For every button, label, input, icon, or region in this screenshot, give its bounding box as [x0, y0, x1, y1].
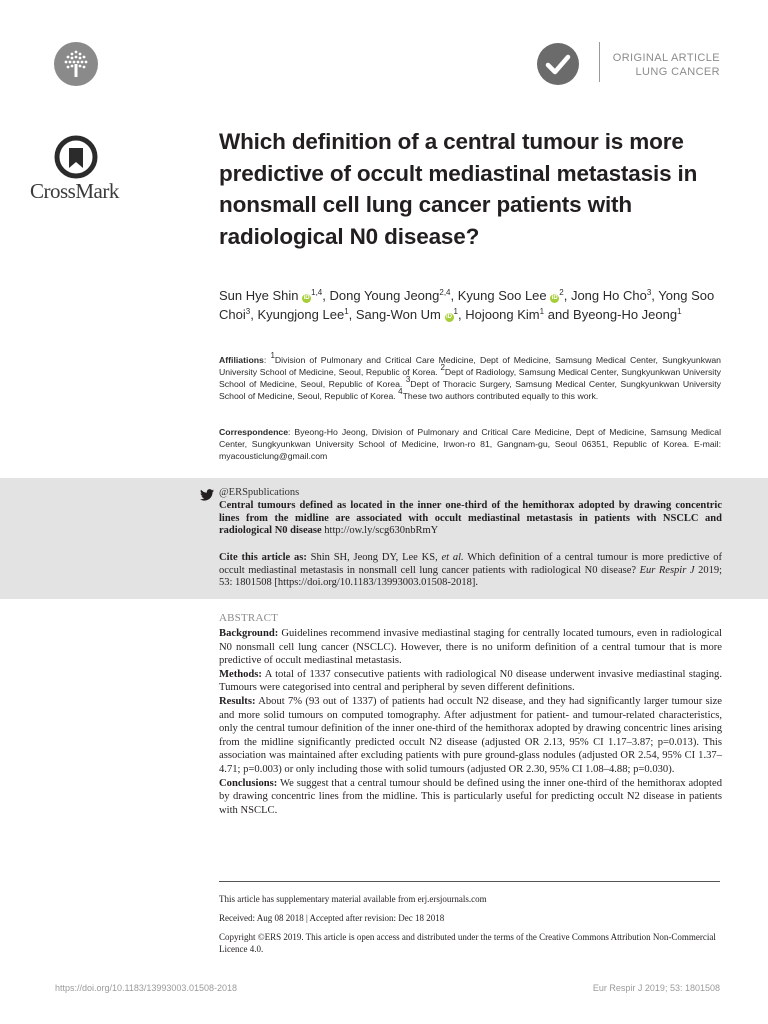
conclusions-label: Conclusions:: [219, 777, 278, 789]
orcid-icon[interactable]: iD: [303, 295, 310, 301]
supplementary-note: This article has supplementary material available from erj.ersjournals.com: [219, 894, 487, 904]
cite-text: Which definition of a central tumour is more predictive of occult mediastinal metastasis in nonsmall cell lung cancer patients with radiological N0 disease?: [219, 552, 722, 576]
affiliation-2: Dept of Radiology, Samsung Medical Center, Sungkyunkwan University School of Medicine, Seoul, Republic of Korea.: [219, 367, 721, 389]
affiliation-4: These two authors contributed equally to this work.: [402, 391, 599, 401]
correspondence-text: : Byeong-Ho Jeong, Division of Pulmonary and Critical Care Medicine, Dept of Medicine, Samsung Medical Center, Sungkyunkwan University School of Medicine, Irwon-ro 81, Gangnam-gu, Seoul 06351, Republic of Korea. E-mail: myacousticlung@gmail.com: [219, 427, 721, 461]
crossmark-logo[interactable]: [30, 135, 126, 204]
copyright-note: Copyright ©ERS 2019. This article is open access and distributed under the terms of the Creative Commons Attribution Non-Commercial Licence 4.0.: [219, 932, 716, 954]
author-conjunction: and: [547, 306, 574, 322]
abstract-body: [219, 627, 722, 817]
author-list: Sun Hye Shin iD$^{1,4}$, Dong Young Jeong$^{2,4}$, Kyung Soo Lee $iD^2$, Jong Ho Cho$^3$, Yong Soo Choi$^3$, Kyungjong Lee$^1$, Sang-Won Um $iD^1$, Hojoong Kim$^1$ and Byeong-Ho Jeong$^1$: [219, 288, 715, 322]
orcid-icon[interactable]: iD: [551, 295, 558, 301]
background-label: Background:: [219, 628, 279, 639]
abstract-methods: [219, 668, 722, 695]
footer-citation: Eur Respir J 2019; 53: 1801508: [592, 983, 720, 993]
author: [458, 288, 564, 303]
article-subject-label: LUNG CANCER: [635, 66, 720, 78]
author: [219, 288, 322, 303]
author-name: Kyung Soo Lee: [457, 288, 547, 303]
methods-label: Methods:: [219, 668, 262, 680]
author: [571, 288, 651, 303]
cite-etal: et al.: [441, 552, 464, 563]
author-affiliation-sup: 3: [646, 288, 652, 297]
cite-this-article: [219, 552, 722, 590]
author-name: Yong Soo Choi: [219, 288, 715, 322]
tweet-handle[interactable]: @ERSpublications: [219, 487, 300, 498]
author-affiliation-sup: 2: [559, 288, 564, 297]
author-name: Sang-Won Um: [355, 306, 441, 322]
header-divider: [599, 42, 600, 82]
author: [465, 307, 544, 322]
article-title: Which definition of a central tumour is more predictive of occult mediastinal metastasis in nonsmall cell lung cancer patients with radiological N0 disease?: [219, 129, 698, 249]
background-text: Guidelines recommend invasive mediastinal staging for centrally located tumours, even in radiological N0 nonsmall cell lung cancer (NSCLC). However, there is no uniform definition of a central tumour that is more predictive of occult mediastinal metastasis.: [219, 628, 722, 667]
conclusions-text: We suggest that a central tumour should be defined using the inner one-third of the hemithorax adopted by drawing concentric lines from the midline. This is particularly useful for predicting occult N2 disease in patients with NSCLC.: [219, 777, 722, 816]
author-affiliation-sup: 1,4: [311, 288, 323, 297]
author-affiliation-sup: 3: [245, 306, 251, 316]
abstract-conclusions: [219, 777, 722, 818]
check-badge-icon: [537, 43, 579, 85]
cite-authors: Shin SH, Jeong DY, Lee KS,: [306, 552, 442, 563]
author-name: Jong Ho Cho: [570, 288, 647, 303]
affiliation-3: Dept of Thoracic Surgery, Samsung Medical Center, Sungkyunkwan University School of Medicine, Seoul, Republic of Korea.: [219, 379, 721, 401]
author-affiliation-sup: 1: [344, 306, 349, 316]
author-affiliation-sup: 1: [453, 306, 458, 316]
results-text: About 7% (93 out of 1337) of patients had occult N2 disease, and they had significantly larger tumour size and more solid tumours on computed tomography. After adjustment for patient- and tumour-related characteristics, only the central tumour definition of the inner one-third of the hemithorax adopted by drawing concentric lines arising from the midline significantly predicted occult N2 disease (adjusted OR 2.13, 95% CI 1.17–3.87; p=0.013). This association was maintained after excluding patients with pure ground-glass nodules (adjusted OR 2.54, 95% CI 1.37–4.71; p=0.003) or only including those with solid tumours (adjusted OR 2.30, 95% CI 1.08–4.88; p=0.030).: [219, 695, 722, 775]
received-dates: Received: Aug 08 2018 | Accepted after revision: Dec 18 2018: [219, 913, 445, 923]
author-name: Kyungjong Lee: [257, 306, 345, 322]
author-name: Dong Young Jeong: [329, 288, 440, 303]
affiliations-label: Affiliations: [219, 355, 264, 365]
abstract-results: [219, 695, 722, 777]
article-type-label: ORIGINAL ARTICLE: [612, 52, 720, 64]
methods-text: A total of 1337 consecutive patients with radiological N0 disease underwent invasive mediastinal staging. Tumours were categorised into central and peripheral by seven different definitions.: [219, 668, 722, 694]
author: [573, 307, 682, 322]
footer-doi-link[interactable]: https://doi.org/10.1183/13993003.01508-2018: [55, 983, 237, 993]
results-label: Results:: [219, 695, 256, 707]
correspondence-label: Correspondence: [219, 427, 289, 437]
author-affiliation-sup: 1: [677, 306, 682, 316]
cite-tail[interactable]: 2019; 53: 1801508 [https://doi.org/10.1183/13993003.01508-2018].: [219, 564, 723, 588]
tweet-link[interactable]: http://ow.ly/scg630nbRmY: [321, 525, 439, 536]
notes-divider: [219, 881, 720, 882]
affiliations: Affiliations: $^1$Division of Pulmonary and Critical Care Medicine, Dept of Medicine, Samsung Medical Center, Sungkyunkwan University School of Medicine, Seoul, Republic of Korea. $^2$Dept of Radiology, Samsung Medical Center, Sungkyunkwan University School of Medicine, Seoul, Republic of Korea. $^3$Dept of Thoracic Surgery, Samsung Medical Center, Sungkyunkwan University School of Medicine, Seoul, Republic of Korea. $^4$These two authors contributed equally to this work.: [219, 351, 722, 401]
author-name: Hojoong Kim: [465, 306, 540, 322]
author: [329, 288, 450, 303]
twitter-icon: [200, 488, 214, 500]
tweet-text: [219, 500, 722, 538]
abstract-background: [219, 627, 722, 668]
affiliation-1: Division of Pulmonary and Critical Care Medicine, Dept of Medicine, Samsung Medical Center, Sungkyunkwan University School of Medicine, Seoul, Republic of Korea.: [219, 355, 722, 377]
author-affiliation-sup: 2,4: [439, 288, 451, 297]
tweet-body: Central tumours defined as located in the inner one-third of the hemithorax adopted by drawing concentric lines from the midline are associated with occult mediastinal metastasis in patients with NSCLC and radiological N0 disease: [219, 500, 722, 536]
tree-logo-icon: [54, 42, 98, 86]
article-type: [613, 51, 720, 79]
author: [356, 307, 458, 322]
cite-journal: Eur Respir J: [639, 564, 695, 576]
crossmark-label: CrossMark: [30, 179, 119, 203]
orcid-icon[interactable]: iD: [446, 313, 453, 320]
cite-label: Cite this article as:: [219, 552, 307, 563]
abstract-heading: ABSTRACT: [219, 612, 279, 624]
author-name: Byeong-Ho Jeong: [573, 306, 678, 322]
author-affiliation-sup: 1: [539, 306, 545, 316]
author: [257, 307, 348, 322]
crossmark-icon: [54, 135, 98, 179]
author-name: Sun Hye Shin: [219, 288, 299, 303]
correspondence: [219, 426, 721, 462]
